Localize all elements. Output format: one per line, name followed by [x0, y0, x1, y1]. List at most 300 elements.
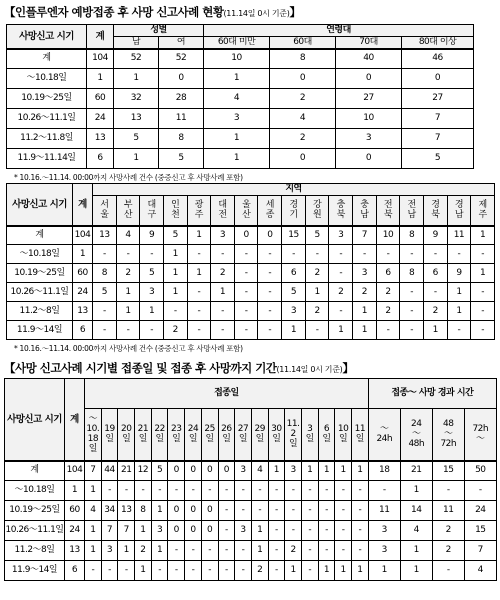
table-cell: 1 — [65, 481, 85, 501]
table-cell: 52 — [114, 49, 159, 69]
table-cell: 9 — [140, 226, 164, 245]
table-cell: - — [234, 302, 258, 321]
header-interval-bucket — [368, 409, 400, 461]
table-cell: - — [335, 501, 352, 521]
table-cell: 24 — [464, 501, 496, 521]
header-vaccination-day — [151, 409, 168, 461]
header-region-name-part: 경 — [454, 200, 464, 211]
table-cell: - — [218, 501, 235, 521]
table-cell: - — [301, 561, 318, 581]
header-region-name-part: 북 — [431, 210, 440, 221]
table-cell: - — [352, 521, 369, 541]
table-cell: - — [185, 481, 202, 501]
header-vaccination-day-part: 20 — [120, 424, 132, 435]
table-cell: - — [101, 481, 118, 501]
header-interval-bucket-part: 72h — [472, 424, 489, 435]
table-cell: 0 — [336, 69, 402, 89]
table-cell: 24 — [87, 109, 114, 129]
table-cell: 104 — [73, 226, 93, 245]
table-cell: 13 — [73, 302, 93, 321]
table-cell: - — [268, 481, 285, 501]
table-cell: - — [285, 501, 302, 521]
header-vaccination-day-part: 2 — [290, 429, 296, 440]
table-cell: - — [268, 501, 285, 521]
table-cell: 11 — [447, 226, 471, 245]
table-cell: - — [187, 245, 211, 264]
table-cell: 9 — [423, 226, 447, 245]
row-label: 11.2～11.8일 — [7, 129, 87, 149]
table-row — [7, 89, 474, 109]
header-region-name — [353, 196, 377, 226]
table-cell: - — [352, 501, 369, 521]
section-title-interval — [4, 360, 353, 376]
table-cell: 2 — [163, 321, 187, 340]
table-cell: 7 — [402, 109, 474, 129]
table-cell: - — [135, 481, 152, 501]
table-cell: - — [187, 302, 211, 321]
table-cell: 3 — [211, 226, 235, 245]
table-cell: - — [163, 302, 187, 321]
table-cell: 1 — [204, 149, 270, 169]
header-vaccination-day — [335, 409, 352, 461]
table-cell: 10 — [376, 226, 400, 245]
footnote: * 10.16.～11.14. 00:00까지 사망사례 건수 (중증신고 후 사망사례 포함) — [14, 344, 243, 353]
table-cell: 2 — [305, 302, 329, 321]
header-vaccination-day-part: 26 — [221, 424, 232, 435]
table-cell: 3 — [204, 109, 270, 129]
table-cell: 60 — [87, 89, 114, 109]
table-cell: 5 — [151, 461, 168, 481]
table-row — [7, 69, 474, 89]
header-vaccination-day — [352, 409, 369, 461]
header-vaccination-day-part: 3 — [307, 424, 313, 435]
table-cell: 1 — [329, 321, 353, 340]
table-cell: - — [258, 302, 282, 321]
table-cell: 3 — [151, 521, 168, 541]
table-cell: - — [335, 521, 352, 541]
table-cell: 0 — [270, 149, 336, 169]
table-cell: - — [140, 321, 164, 340]
row-label: 계 — [5, 461, 65, 481]
footnote: * 10.16.～11.14. 00:00까지 사망사례 건수 (중증신고 후 사망사례 포함) — [14, 173, 243, 182]
header-region-name-part: 산 — [123, 210, 133, 221]
header-vaccination-day — [135, 409, 152, 461]
header-region-name-part: 울 — [100, 210, 109, 221]
header-vaccination-day-part: 일 — [155, 434, 164, 445]
table-cell: 1 — [163, 283, 187, 302]
table-cell: - — [400, 245, 424, 264]
table-cell: - — [93, 245, 117, 264]
row-label: ～10.18일 — [7, 245, 73, 264]
table-cell: - — [201, 481, 218, 501]
table-cell: 24 — [73, 283, 93, 302]
header-region-name-part: 주 — [194, 210, 203, 221]
table-cell: 1 — [187, 264, 211, 283]
header-vaccination-day-part: 10. — [86, 424, 100, 435]
table-cell: - — [285, 481, 302, 501]
table-cell: 7 — [353, 226, 377, 245]
header-total: 계 — [73, 184, 93, 226]
table-cell: - — [329, 264, 353, 283]
header-period: 사망신고 시기 — [7, 184, 73, 226]
table-cell: - — [93, 302, 117, 321]
table-cell: 11 — [432, 501, 464, 521]
row-label: 계 — [7, 49, 87, 69]
table-cell: - — [400, 302, 424, 321]
table-cell: 2 — [270, 89, 336, 109]
header-region-name-part: 인 — [171, 200, 180, 211]
table-cell: 1 — [268, 461, 285, 481]
table-cell: 32 — [114, 89, 159, 109]
header-interval-bucket-part: ～ — [476, 434, 485, 445]
header-region-name-part: 전 — [407, 200, 416, 211]
table-cell: 2 — [432, 541, 464, 561]
header-region-name — [211, 196, 235, 226]
table-cell: - — [301, 541, 318, 561]
table-cell: - — [329, 302, 353, 321]
table-row — [5, 501, 497, 521]
table-row — [5, 521, 497, 541]
table-row — [7, 149, 474, 169]
table-cell: - — [471, 283, 495, 302]
header-age-3: 80대 이상 — [402, 37, 474, 49]
table-cell: 12 — [135, 461, 152, 481]
row-label: 10.19～25일 — [5, 501, 65, 521]
header-region-name-part: 충 — [360, 200, 369, 211]
header-vaccination-day — [268, 409, 285, 461]
table-cell: 15 — [464, 521, 496, 541]
table-cell: - — [211, 302, 235, 321]
header-vaccination-day — [318, 409, 335, 461]
table-cell: 2 — [135, 541, 152, 561]
table-cell: 3 — [140, 283, 164, 302]
table-cell: 8 — [93, 264, 117, 283]
table-cell: 1 — [471, 226, 495, 245]
row-label: 11.9～14일 — [7, 321, 73, 340]
table-cell: - — [168, 561, 185, 581]
header-region-name-part: 서 — [100, 200, 109, 211]
table-cell: - — [335, 541, 352, 561]
table-cell: 7 — [85, 461, 102, 481]
table-cell: 0 — [168, 521, 185, 541]
header-age-0: 60대 미만 — [204, 37, 270, 49]
header-vaccination-day — [101, 409, 118, 461]
table-cell: 2 — [376, 283, 400, 302]
header-vaccination-day — [118, 409, 135, 461]
table-cell: 1 — [305, 283, 329, 302]
table-cell: - — [168, 541, 185, 561]
table-cell: - — [234, 321, 258, 340]
table-cell: - — [218, 521, 235, 541]
header-vaccination-day-part: 일 — [288, 439, 298, 450]
table-cell: - — [93, 321, 117, 340]
header-vaccination-date: 접종일 — [85, 379, 369, 409]
header-interval-bucket — [400, 409, 432, 461]
header-region-name — [376, 196, 400, 226]
section-title-status — [4, 4, 301, 20]
table-cell: 13 — [87, 129, 114, 149]
table-cell: 4 — [85, 501, 102, 521]
table-cell: 3 — [329, 226, 353, 245]
table-cell: - — [258, 283, 282, 302]
table-cell: - — [187, 283, 211, 302]
header-vaccination-day-part: 일 — [238, 434, 248, 445]
header-region-name-part: 부 — [123, 200, 133, 211]
table-cell: 7 — [464, 541, 496, 561]
table-cell: 1 — [335, 461, 352, 481]
header-region-name-part: 경 — [431, 200, 440, 211]
table-cell: - — [423, 283, 447, 302]
table-cell: 1 — [285, 561, 302, 581]
table-row — [7, 302, 495, 321]
header-vaccination-day-part: 27 — [237, 424, 249, 435]
header-interval-bucket — [432, 409, 464, 461]
table-cell: 13 — [65, 541, 85, 561]
table-cell: 2 — [270, 129, 336, 149]
table-cell: - — [282, 245, 306, 264]
table-cell: 1 — [282, 321, 306, 340]
table-cell: 8 — [400, 226, 424, 245]
table-cell: 2 — [285, 541, 302, 561]
header-vaccination-day-part: 25 — [204, 424, 215, 435]
table-cell: 7 — [402, 129, 474, 149]
table-sex-age — [6, 24, 474, 169]
table-cell: - — [318, 481, 335, 501]
table-cell: - — [201, 541, 218, 561]
table-cell: 0 — [258, 226, 282, 245]
table-cell: 0 — [218, 461, 235, 481]
table-cell: - — [301, 521, 318, 541]
header-vaccination-day-part: 10 — [337, 424, 349, 435]
header-period: 사망신고 시기 — [5, 379, 65, 461]
table-cell: 44 — [101, 461, 118, 481]
table-cell: - — [335, 481, 352, 501]
table-cell: - — [329, 245, 353, 264]
header-region-name-part: 종 — [265, 210, 274, 221]
table-cell: - — [318, 521, 335, 541]
row-label: ～10.18일 — [5, 481, 65, 501]
header-vaccination-day-part: 11. — [286, 419, 300, 430]
table-cell: 5 — [114, 129, 159, 149]
table-cell: - — [376, 245, 400, 264]
table-cell: - — [151, 481, 168, 501]
table-cell: 8 — [270, 49, 336, 69]
row-label: 11.2～8일 — [7, 302, 73, 321]
table-cell: 104 — [65, 461, 85, 481]
header-vaccination-day-part: ～ — [88, 414, 98, 425]
header-vaccination-day-part: 일 — [272, 434, 281, 445]
header-region-name — [140, 196, 164, 226]
table-cell: 1 — [135, 561, 152, 581]
header-vaccination-day-part: 일 — [88, 444, 97, 455]
table-cell: 18 — [368, 461, 400, 481]
table-cell: - — [352, 481, 369, 501]
table-cell: 0 — [270, 69, 336, 89]
table-cell: 6 — [65, 561, 85, 581]
table-cell: - — [211, 245, 235, 264]
table-cell: 5 — [282, 283, 306, 302]
table-cell: 0 — [168, 501, 185, 521]
header-vaccination-day-part: 6 — [323, 424, 330, 435]
table-cell: - — [471, 321, 495, 340]
table-cell: - — [423, 245, 447, 264]
header-interval-bucket-part: ～ — [412, 429, 421, 440]
table-cell: - — [187, 321, 211, 340]
table-cell: 1 — [140, 302, 164, 321]
header-region-name-part: 울 — [242, 200, 251, 211]
table-cell: 2 — [211, 264, 235, 283]
table-cell: - — [368, 481, 400, 501]
table-cell: - — [85, 561, 102, 581]
table-cell: 1 — [400, 561, 432, 581]
table-cell: 1 — [318, 461, 335, 481]
header-interval-bucket-part: 48h — [408, 439, 425, 450]
table-cell: 4 — [400, 521, 432, 541]
header-region-name — [116, 196, 140, 226]
table-cell: 13 — [114, 109, 159, 129]
table-cell: - — [218, 541, 235, 561]
table-cell: - — [258, 245, 282, 264]
table-cell: 5 — [402, 149, 474, 169]
table-cell: 8 — [135, 501, 152, 521]
table-cell: 2 — [432, 521, 464, 541]
table-row — [7, 245, 495, 264]
header-total: 계 — [87, 25, 114, 49]
table-cell: - — [376, 321, 400, 340]
table-cell: - — [251, 481, 268, 501]
table-cell: - — [234, 264, 258, 283]
row-label: 10.26～11.1일 — [5, 521, 65, 541]
table-cell: 3 — [353, 264, 377, 283]
table-cell: 0 — [201, 521, 218, 541]
table-cell: - — [235, 541, 252, 561]
header-age-1: 60대 — [270, 37, 336, 49]
table-cell: - — [201, 561, 218, 581]
table-cell: 0 — [185, 521, 202, 541]
table-cell: 6 — [87, 149, 114, 169]
table-cell: 1 — [187, 226, 211, 245]
table-cell: 2 — [251, 561, 268, 581]
table-cell: 14 — [400, 501, 432, 521]
table-cell: 1 — [85, 481, 102, 501]
table-cell: - — [251, 501, 268, 521]
table-cell: 2 — [376, 302, 400, 321]
header-region-name-part: 강 — [312, 200, 322, 211]
table-cell: 1 — [352, 561, 369, 581]
table-row — [5, 461, 497, 481]
table-cell: 4 — [204, 89, 270, 109]
table-cell: 1 — [135, 521, 152, 541]
table-cell: 4 — [251, 461, 268, 481]
table-cell: - — [432, 561, 464, 581]
table-cell: 1 — [400, 481, 432, 501]
table-cell: - — [301, 481, 318, 501]
header-region-name — [258, 196, 282, 226]
header-region-name-part: 전 — [383, 200, 393, 211]
table-cell: 1 — [163, 264, 187, 283]
header-region-name-part: 충 — [336, 200, 345, 211]
header-period: 사망신고 시기 — [7, 25, 87, 49]
table-row — [7, 226, 495, 245]
header-region: 지역 — [93, 184, 495, 196]
header-region-name-part: 원 — [312, 210, 322, 221]
row-label: 10.19～25일 — [7, 264, 73, 283]
table-cell: 15 — [282, 226, 306, 245]
header-region-name-part: 천 — [171, 210, 180, 221]
section-title-date: (11.14일 0시 기준) — [276, 365, 343, 374]
table-cell: 2 — [423, 302, 447, 321]
header-vaccination-day-part: 일 — [188, 434, 198, 445]
row-label: 11.9～14일 — [5, 561, 65, 581]
table-cell: 1 — [114, 149, 159, 169]
table-cell: 5 — [140, 264, 164, 283]
table-cell: - — [118, 481, 135, 501]
header-region-name-part: 산 — [242, 210, 251, 221]
table-cell: - — [101, 561, 118, 581]
table-cell: 1 — [471, 264, 495, 283]
table-cell: 1 — [251, 541, 268, 561]
header-age: 연령대 — [204, 25, 474, 37]
table-cell: 1 — [116, 283, 140, 302]
table-cell: 1 — [447, 302, 471, 321]
table-cell: - — [218, 561, 235, 581]
table-cell: - — [234, 245, 258, 264]
table-cell: - — [318, 541, 335, 561]
header-vaccination-day-part: 일 — [138, 434, 147, 445]
header-interval-bucket-part: 24 — [411, 419, 422, 430]
table-cell: 1 — [352, 461, 369, 481]
table-row — [5, 541, 497, 561]
header-vaccination-day-part: 일 — [255, 434, 264, 445]
header-vaccination-day-part: 일 — [105, 434, 114, 445]
section-title-close: 】 — [342, 361, 354, 375]
table-cell: - — [185, 561, 202, 581]
header-region-name-part: 주 — [478, 210, 487, 221]
table-cell: 27 — [402, 89, 474, 109]
header-vaccination-day-part: 23 — [171, 424, 182, 435]
table-cell: - — [118, 561, 135, 581]
row-label: 계 — [7, 226, 73, 245]
table-cell: 5 — [93, 283, 117, 302]
table-cell: 104 — [87, 49, 114, 69]
table-cell: 1 — [163, 245, 187, 264]
header-vaccination-day — [185, 409, 202, 461]
table-cell: 4 — [270, 109, 336, 129]
header-interval-bucket-part: 24h — [376, 434, 393, 445]
table-cell: 1 — [114, 69, 159, 89]
header-region-name — [163, 196, 187, 226]
table-cell: - — [285, 521, 302, 541]
table-cell: - — [268, 541, 285, 561]
header-region-name — [471, 196, 495, 226]
header-interval-bucket-part: ～ — [444, 429, 453, 440]
table-cell: - — [447, 245, 471, 264]
header-interval-bucket-part: 48 — [443, 419, 454, 430]
header-region-name — [305, 196, 329, 226]
header-vaccination-day-part: 일 — [172, 434, 181, 445]
header-vaccination-day-part: 일 — [222, 434, 231, 445]
table-cell: 1 — [85, 541, 102, 561]
header-vaccination-day — [251, 409, 268, 461]
table-cell: 2 — [116, 264, 140, 283]
table-cell: 21 — [118, 461, 135, 481]
header-region-name-part: 북 — [383, 210, 393, 221]
table-cell: - — [301, 501, 318, 521]
row-label: 10.19～25일 — [7, 89, 87, 109]
header-vaccination-day — [201, 409, 218, 461]
table-cell: 7 — [101, 521, 118, 541]
table-cell: - — [471, 302, 495, 321]
